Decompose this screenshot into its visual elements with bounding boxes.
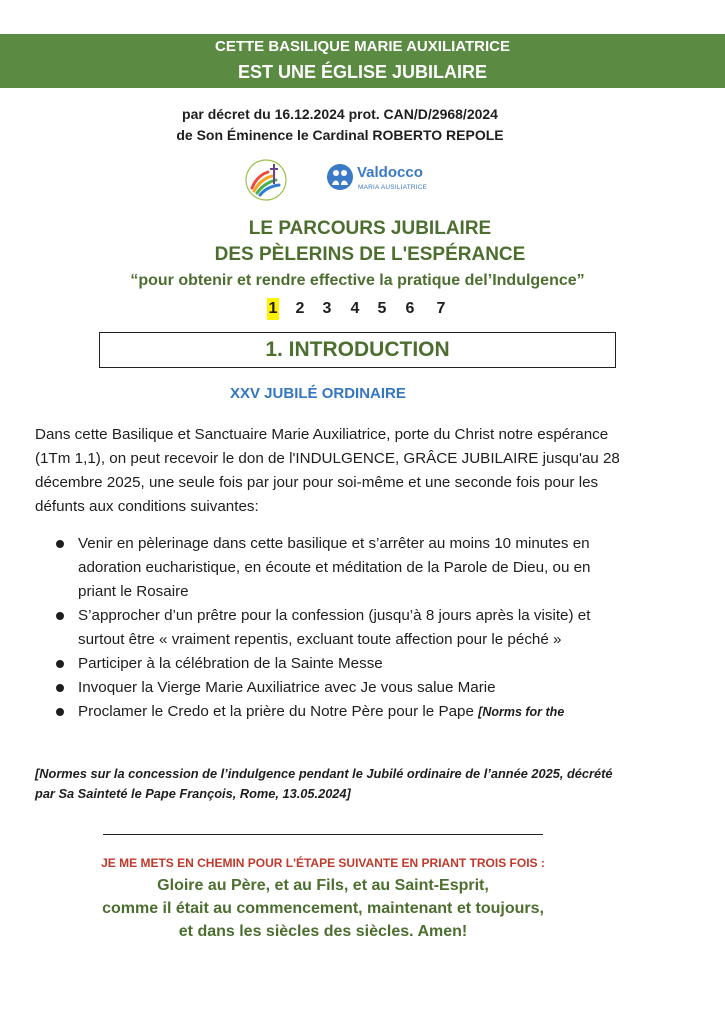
- banner-line-1: CETTE BASILIQUE MARIE AUXILIATRICE: [214, 38, 510, 55]
- list-item: [52, 532, 622, 604]
- bullet-icon: [56, 660, 64, 668]
- list-item: [52, 604, 622, 652]
- banner-line-2: EST UNE ÉGLISE JUBILAIRE: [237, 62, 488, 82]
- prayer-line-3: et dans les siècles des siècles. Amen!: [178, 923, 468, 940]
- decree-info: [0, 104, 680, 146]
- valdocco-emblem-icon: [326, 162, 354, 192]
- divider: [103, 834, 543, 835]
- prayer-line-1: Gloire au Père, et au Fils, et au Saint-Esprit,: [157, 877, 489, 894]
- list-item-text: S’approcher d’un prêtre pour la confession (jusqu’à 8 jours après la visite) et surtout être « vraiment repentis, excluant toute affection pour le péché »: [78, 607, 591, 648]
- list-item-text: Invoquer la Vierge Marie Auxiliatrice avec Je vous salue Marie: [78, 679, 496, 696]
- decree-line-1: par décret du 16.12.2024 prot. CAN/D/2968/2024: [182, 106, 498, 122]
- closing-prayer: [0, 856, 646, 943]
- list-item-text: Proclamer le Credo et la prière du Notre Père pour le Pape: [78, 703, 474, 720]
- valdocco-name: Valdocco: [357, 164, 423, 181]
- section-heading-box: [99, 332, 616, 368]
- section-subheading: XXV JUBILÉ ORDINAIRE: [230, 385, 406, 402]
- step-link-5[interactable]: 5: [377, 300, 387, 317]
- step-link-6[interactable]: 6: [405, 300, 415, 317]
- valdocco-logo: [326, 162, 436, 196]
- list-item: [52, 700, 622, 724]
- section-heading: 1. INTRODUCTION: [265, 338, 450, 361]
- prayer-intro: JE ME METS EN CHEMIN POUR L'ÉTAPE SUIVANTE EN PRIANT TROIS FOIS :: [101, 856, 545, 870]
- step-link-2[interactable]: 2: [295, 300, 305, 317]
- step-link-3[interactable]: 3: [322, 300, 332, 317]
- title-line-1: LE PARCOURS JUBILAIRE: [248, 218, 492, 239]
- norms-citation: [Normes sur la concession de l’indulgence pendant le Jubilé ordinaire de l’année 2025, décrété par Sa Sainteté le Pape François, Rome, 13.05.2024]: [35, 766, 613, 801]
- conditions-list: [52, 532, 622, 724]
- list-item-text: Participer à la célébration de la Sainte Messe: [78, 655, 383, 672]
- bullet-icon: [56, 684, 64, 692]
- page-title: [0, 216, 725, 268]
- bullet-icon: [56, 540, 64, 548]
- decree-line-2: de Son Éminence le Cardinal ROBERTO REPOLE: [176, 127, 504, 143]
- jubilee-2025-logo-icon: [240, 158, 292, 202]
- prayer-text: [0, 874, 646, 943]
- list-item: [52, 676, 622, 700]
- title-subtitle: “pour obtenir et rendre effective la pratique del’Indulgence”: [130, 272, 585, 289]
- norms-reference-tail: [Norms for the: [478, 705, 565, 719]
- step-link-7[interactable]: 7: [436, 300, 446, 317]
- jubilee-church-banner: [0, 34, 725, 88]
- intro-paragraph: Dans cette Basilique et Sanctuaire Marie Auxiliatrice, porte du Christ notre espérance (1Tm 1,1), on peut recevoir le don de l'INDULGENCE, GRÂCE JUBILAIRE jusqu'au 28 décembre 2025, une seule fois par jour pour soi-même et une seconde fois pour les défunts aux conditions suivantes:: [35, 426, 620, 515]
- title-line-2: DES PÈLERINS DE L'ESPÉRANCE: [214, 244, 526, 265]
- prayer-line-2: comme il était au commencement, maintenant et toujours,: [102, 900, 544, 917]
- step-link-4[interactable]: 4: [350, 300, 360, 317]
- valdocco-subtitle: MARIA AUSILIATRICE: [358, 184, 428, 191]
- step-link-1[interactable]: 1: [267, 298, 279, 320]
- list-item: [52, 652, 622, 676]
- bullet-icon: [56, 708, 64, 716]
- bullet-icon: [56, 612, 64, 620]
- list-item-text: Venir en pèlerinage dans cette basilique et s’arrêter au moins 10 minutes en adoration eucharistique, en écoute et méditation de la Parole de Dieu, ou en priant le Rosaire: [78, 535, 591, 600]
